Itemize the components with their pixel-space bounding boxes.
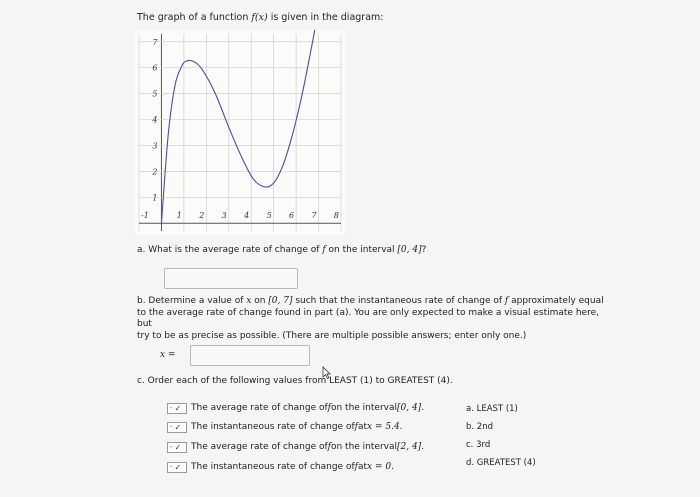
chevron-down-icon: ✓ [174, 442, 182, 452]
order-row: - ✓ The average rate of change of f on the interval [2, 4]. [167, 440, 424, 454]
order-row: - ✓ The instantaneous rate of change of f at x = 0. [167, 460, 394, 474]
x-tick-label: 8 [333, 211, 339, 221]
choice-label: d. GREATEST (4) [466, 458, 536, 468]
x-tick-label: 2 [199, 211, 205, 221]
choice-label: c. 3rd [466, 440, 491, 450]
choice-label: b. 2nd [466, 422, 493, 432]
y-tick-label: 5 [152, 89, 158, 99]
x-tick-label: 6 [289, 211, 295, 221]
y-tick-label: 4 [152, 115, 158, 125]
choice-label: a. LEAST (1) [466, 404, 518, 414]
part-b-x-label: x = [160, 350, 176, 360]
chevron-down-icon: ✓ [174, 422, 182, 432]
y-tick-label: 7 [152, 37, 158, 47]
x-tick-label: 3 [221, 211, 227, 221]
order-row: - ✓ The instantaneous rate of change of f at x = 5.4. [167, 420, 403, 434]
x-tick-label: 7 [311, 211, 317, 221]
part-a-answer-input[interactable] [164, 268, 298, 289]
part-a-question: a. What is the average rate of change of f on the interval [0, 4]? [137, 245, 427, 255]
order-select[interactable]: - ✓ [167, 442, 187, 453]
part-b-answer-input[interactable] [190, 345, 310, 366]
part-c-heading: c. Order each of the following values from LEAST (1) to GREATEST (4). [137, 376, 453, 386]
order-select[interactable]: - ✓ [167, 403, 187, 414]
y-tick-label: 6 [152, 63, 158, 73]
part-b-question: b. Determine a value of x on [0, 7] such that the instantaneous rate of change of f approximately equal to the average rate of change found in part (a). You are only expected to make a visual estimate here, but try to be as precise as possible. (There are multiple possible answers; enter only one.) [137, 296, 604, 341]
x-tick-label: -1 [141, 211, 149, 221]
y-tick-label: 3 [152, 141, 158, 151]
problem-intro: The graph of a function f(x) is given in the diagram: [137, 12, 384, 23]
y-tick-label: 1 [152, 193, 158, 203]
chevron-down-icon: ✓ [174, 403, 182, 413]
function-graph [135, 30, 345, 235]
x-tick-label: 4 [244, 211, 250, 221]
order-row: - ✓ The average rate of change of f on the interval [0, 4]. [167, 401, 424, 415]
order-select[interactable]: - ✓ [167, 422, 187, 433]
y-tick-label: 2 [152, 167, 158, 177]
graph-background [135, 30, 345, 235]
x-tick-label: 5 [266, 211, 272, 221]
order-select[interactable]: - ✓ [167, 462, 187, 473]
chevron-down-icon: ✓ [174, 462, 182, 472]
x-tick-label: 1 [176, 211, 182, 221]
